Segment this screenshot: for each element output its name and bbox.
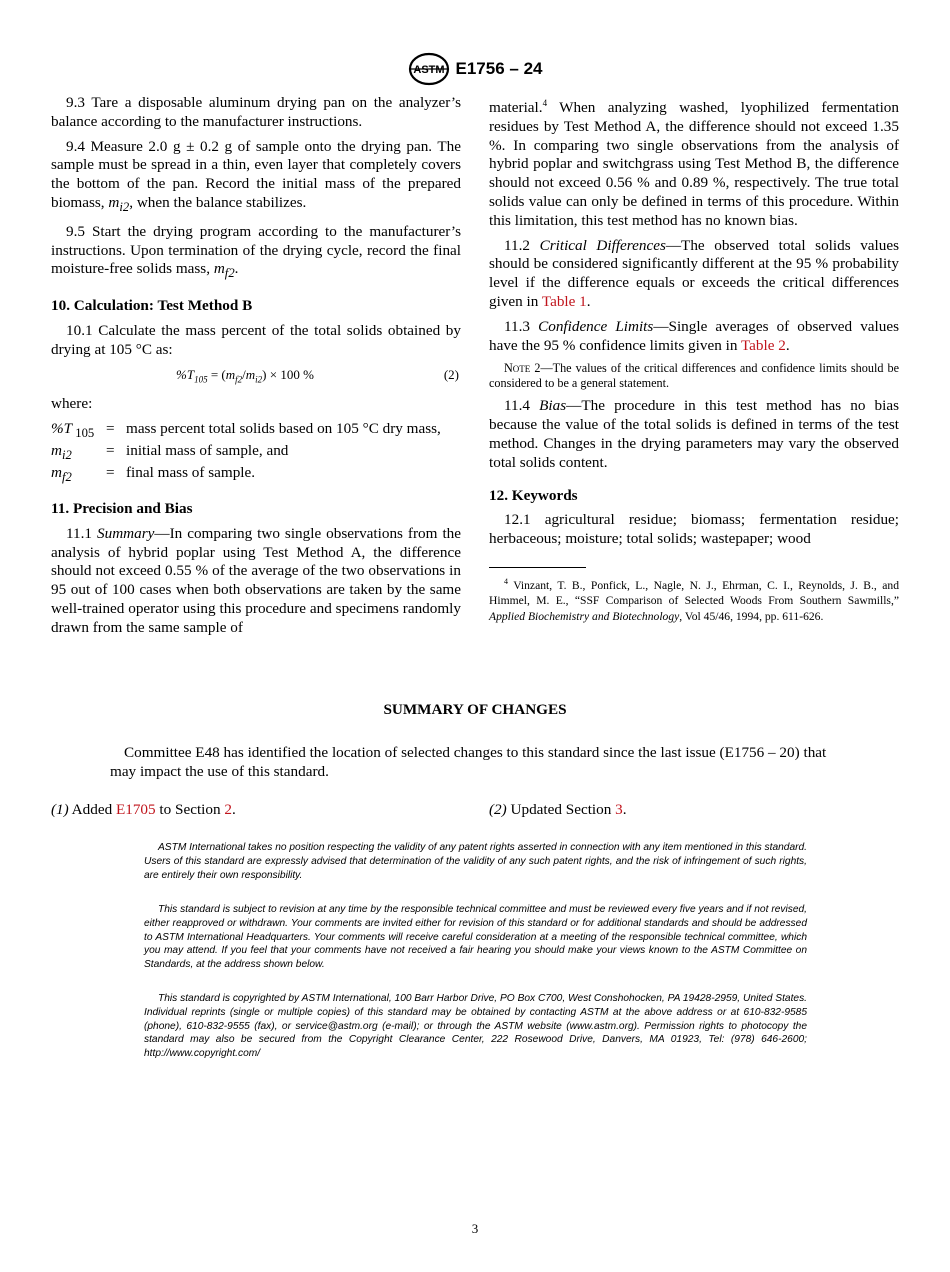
definition-row: %T $_{105}$ = mass percent total solids based on 105 °C dry mass, bbox=[51, 419, 441, 440]
revision-notice: This standard is subject to revision at any time by the responsible technical committee and must be reviewed every five years and if not revised, either reapproved or withdrawn. Your comments are invited either for revision of this standard or for additional standards and should be addressed to ASTM International Headquarters. Your comments will receive careful consideration at a meeting of the responsible technical committee, which you may attend. If you feel that your comments have not received a fair hearing you should make your views known to the ASTM Committee on Standards, at the address shown below. bbox=[144, 904, 807, 971]
paragraph-11-4: 11.4 Bias—The procedure in this test method has no bias because the value of the total solids is defined in terms of the test method. Changes in the drying parameters may vary the observed total solids content. bbox=[489, 397, 900, 471]
astm-logo-icon bbox=[408, 52, 450, 86]
paragraph-9-5: 9.5 Start the drying program according to the manufacturer’s instructions. Upon termination of the drying cycle, record the final moisture-free solids mass, $m_{f2}$. bbox=[51, 222, 461, 281]
document-id: E1756 – 24 bbox=[455, 59, 543, 78]
section-11-heading: 11. Precision and Bias bbox=[51, 499, 193, 517]
left-column bbox=[51, 94, 461, 643]
copyright-notice: This standard is copyrighted by ASTM International, 100 Barr Harbor Drive, PO Box C700, West Conshohocken, PA 19428-2959, United States. Individual reprints (single or multiple copies) of this standard may be obtained by contacting ASTM at the above address or at 610-832-9585 (phone), 610-832-9555 (fax), or service@astm.org (e-mail); or through the ASTM website (www.astm.org). Permission rights to photocopy the standard may also be secured from the Copyright Clearance Center, 222 Rosewood Drive, Danvers, MA 01923, Tel: (978) 646-2600; http://www.copyright.com/ bbox=[144, 993, 807, 1060]
footnote-divider bbox=[489, 567, 586, 568]
note-2: Note 2—The values of the critical differences and confidence limits should be considered to be a general statement. bbox=[489, 361, 899, 391]
equation-number: (2) bbox=[443, 366, 459, 382]
paragraph-12-1: 12.1 agricultural residue; biomass; fermentation residue; herbaceous; moisture; total solids; wastepaper; wood bbox=[489, 511, 899, 548]
variable-definitions bbox=[51, 420, 461, 486]
paragraph-11-1-continued: material.$^4$ When analyzing washed, lyophilized fermentation residues by Test Method A, the difference should not exceed 1.35 %. In comparing two single observations from the analysis of hybrid poplar and switchgrass using Test Method B, the difference should not exceed 0.56 % and 0.89 %, respectively. The true total solids value can only be defined in terms of this procedure. Within this limitation, this test method has no known bias. bbox=[489, 98, 899, 229]
section-3-link[interactable]: 3 bbox=[615, 801, 623, 818]
where-label: where: bbox=[51, 395, 93, 413]
equation-expression: $\%T_{105} = (m_{f2}/m_{i2}) \times 100$ % bbox=[176, 366, 314, 385]
paragraph-9-3: 9.3 Tare a disposable aluminum drying pan on the analyzer’s balance according to the manufacturer instructions. bbox=[51, 94, 461, 130]
change-item-2: (2) Updated Section 3. bbox=[489, 801, 627, 818]
patent-disclaimer: ASTM International takes no position respecting the validity of any patent rights asserted in connection with any item mentioned in this standard. Users of this standard are expressly advised that determination of the validity of any such patent rights, and the risk of infringement of such rights, are entirely their own responsibility. bbox=[144, 842, 807, 881]
table-2-link[interactable]: Table 2 bbox=[740, 336, 786, 354]
paragraph-11-2: 11.2 Critical Differences—The observed total solids values should be considered significantly different at the 95 % probability level if the difference equals or exceeds the critical differences given in Table 1. bbox=[489, 236, 899, 311]
page-number: 3 bbox=[471, 1221, 479, 1236]
footnote-4: $^4$ Vinzant, T. B., Ponfick, L., Nagle, N. J., Ehrman, C. I., Reynolds, J. B., and Himmel, M. E., “SSF Comparison of Selected Woods From Southern Sawmills,” Applied Biochemistry and Biotechnology, Vol 45/46, 1994, pp. 611-626. bbox=[489, 577, 899, 623]
right-column bbox=[489, 94, 899, 630]
paragraph-11-1: 11.1 Summary—In comparing two single observations from the analysis of hybrid poplar using Test Method A, the difference should not exceed 0.55 % of the average of the two observations in 95 out of 100 cases when both observations are taken by the same well-trained operator using this procedure and specimens randomly drawn from the same sample of bbox=[51, 524, 462, 636]
paragraph-11-3: 11.3 Confidence Limits—Single averages of observed values have the 95 % confidence limits given in Table 2. bbox=[489, 317, 900, 354]
summary-of-changes-title: SUMMARY OF CHANGES bbox=[383, 701, 567, 718]
change-item-1: (1) Added E1705 to Section 2. bbox=[51, 801, 236, 818]
section-2-link[interactable]: 2 bbox=[224, 801, 232, 818]
paragraph-9-4: 9.4 Measure 2.0 g ± 0.2 g of sample onto the drying pan. The sample must be spread in a thin, even layer that completely covers the bottom of the pan. Record the initial mass of the prepared biomass, $m_{i2}$, when the balance stabilizes. bbox=[51, 137, 461, 215]
e1705-link[interactable]: E1705 bbox=[115, 801, 156, 818]
page-header bbox=[0, 52, 950, 86]
definition-row: $m_{i2}$ = initial mass of sample, and bbox=[51, 441, 289, 462]
table-1-link[interactable]: Table 1 bbox=[541, 293, 587, 311]
section-12-heading: 12. Keywords bbox=[489, 486, 578, 504]
equation-2 bbox=[51, 366, 461, 389]
section-10-heading: 10. Calculation: Test Method B bbox=[51, 297, 253, 315]
summary-of-changes-text: Committee E48 has identified the location of selected changes to this standard since the last issue (E1756 – 20) that may impact the use of this standard. bbox=[110, 744, 827, 780]
svg-text:ASTM: ASTM bbox=[412, 64, 445, 76]
definition-row: $m_{f2}$ = final mass of sample. bbox=[51, 463, 256, 484]
paragraph-10-1: 10.1 Calculate the mass percent of the total solids obtained by drying at 105 °C as: bbox=[51, 322, 461, 358]
